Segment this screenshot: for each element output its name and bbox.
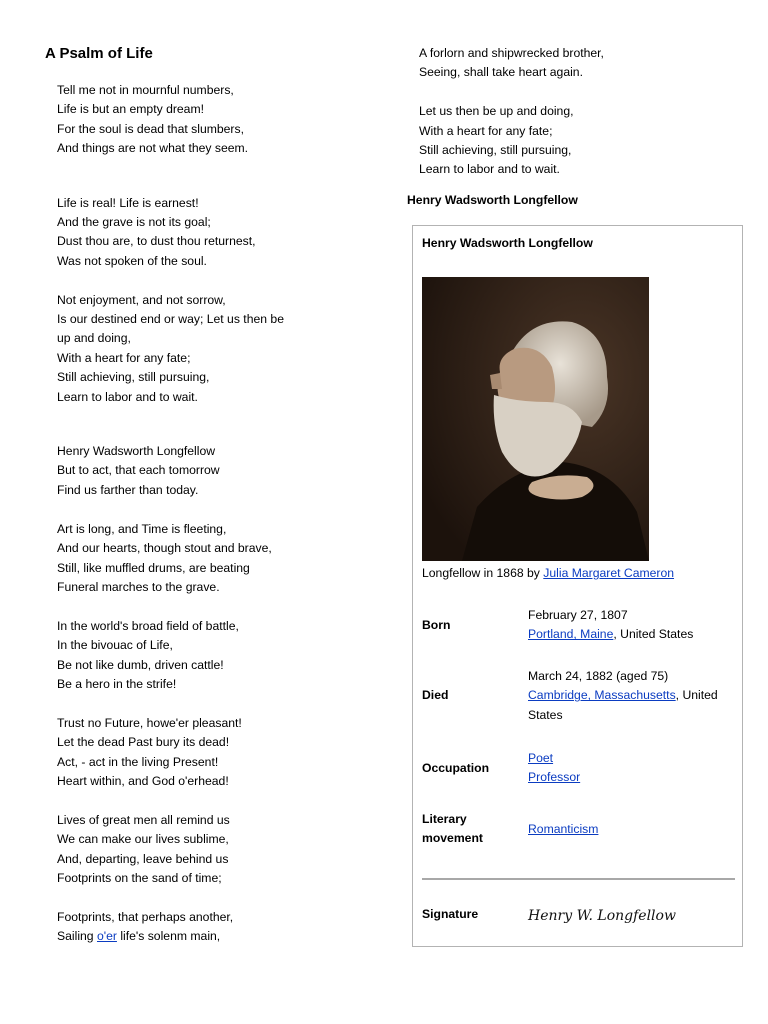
stanza-7 [57, 714, 284, 792]
poem-line: And things are not what they seem. [57, 141, 249, 156]
poem-right-column [419, 44, 604, 180]
poem-line: Still achieving, still pursuing, [419, 143, 572, 158]
oer-link[interactable]: o'er [96, 929, 117, 944]
stanza-4 [57, 442, 284, 500]
born-date: February 27, 1807 [528, 608, 628, 622]
poem-line: Footprints, that perhaps another, [57, 909, 234, 924]
poem-line: Heart within, and God o'erhead! [57, 773, 229, 788]
occupation-value [528, 749, 738, 788]
born-place [528, 625, 738, 644]
poem-line: In the bivouac of Life, [57, 638, 173, 653]
poem-line: With a heart for any fate; [419, 123, 553, 138]
poem-line: Learn to labor and to wait. [57, 389, 198, 404]
poem-line: Life is but an empty dream! [57, 102, 204, 117]
poem-line: And our hearts, though stout and brave, [57, 541, 272, 556]
poem-line: Tell me not in mournful numbers, [57, 83, 234, 97]
poet-link[interactable]: Poet [528, 751, 554, 765]
poem-line: Lives of great men all remind us [57, 812, 230, 827]
poem-line: Act, - act in the living Present! [57, 754, 219, 769]
romanticism-link[interactable]: Romanticism [528, 822, 599, 836]
born-label: Born [422, 618, 451, 632]
poem-line: Funeral marches to the grave. [57, 579, 220, 594]
portrait-photo-icon [422, 277, 649, 561]
poem-line: up and doing, [57, 331, 131, 346]
signature-label: Signature [422, 907, 479, 921]
poem-line: In the world's broad field of battle, [57, 618, 239, 633]
poem-line: Not enjoyment, and not sorrow, [57, 292, 226, 307]
poem-line: Be not like dumb, driven cattle! [57, 657, 224, 672]
poem-left-column [57, 81, 284, 947]
poem-line: Art is long, and Time is fleeting, [57, 521, 227, 536]
stanza-3 [57, 291, 284, 407]
portland-maine-link[interactable]: Portland, Maine [528, 627, 614, 642]
poem-line: Find us farther than today. [57, 482, 199, 497]
born-value [528, 606, 738, 645]
infobox [412, 225, 743, 947]
author-heading: Henry Wadsworth Longfellow [407, 193, 578, 207]
stanza-5 [57, 520, 284, 598]
poem-line: Footprints on the sand of time; [57, 870, 222, 885]
occupation-label: Occupation [422, 761, 490, 775]
stanza-1 [57, 81, 284, 159]
poem-line: With a heart for any fate; [57, 350, 191, 365]
poem-line: Henry Wadsworth Longfellow [57, 444, 216, 459]
died-value [528, 667, 738, 725]
poem-line: Learn to labor and to wait. [419, 162, 560, 177]
poem-line: We can make our lives sublime, [57, 832, 229, 847]
poem-line: Seeing, shall take heart again. [419, 65, 583, 80]
professor-link[interactable]: Professor [528, 770, 581, 785]
stanza-8 [57, 811, 284, 889]
stanza-2 [57, 194, 284, 272]
caption-text: Longfellow in 1868 by [422, 566, 544, 580]
poem-line: Is our destined end or way; Let us then be [57, 312, 284, 327]
infobox-title: Henry Wadsworth Longfellow [422, 236, 593, 250]
movement-label-line: movement [422, 831, 483, 846]
poem-line: For the soul is dead that slumbers, [57, 121, 244, 136]
poem-line: And, departing, leave behind us [57, 851, 229, 866]
stanza-10 [419, 44, 604, 83]
born-place-rest: , United States [613, 627, 694, 642]
poem-line: But to act, that each tomorrow [57, 463, 220, 478]
poem-line: Still achieving, still pursuing, [57, 370, 210, 385]
poem-line [57, 927, 284, 946]
poem-line: Dust thou are, to dust thou returnest, [57, 234, 256, 249]
poem-line: Let us then be up and doing, [419, 104, 574, 119]
poem-text: life's solenm main, [116, 929, 221, 944]
photographer-link[interactable]: Julia Margaret Cameron [543, 566, 675, 580]
cambridge-link[interactable]: Cambridge, Massachusetts [528, 688, 676, 703]
stanza-9 [57, 908, 284, 947]
died-label: Died [422, 688, 449, 702]
poem-line: Be a hero in the strife! [57, 676, 177, 691]
movement-label [422, 810, 483, 849]
portrait-image [422, 277, 649, 561]
poem-line: Let the dead Past bury its dead! [57, 735, 230, 750]
poem-line: Was not spoken of the soul. [57, 253, 207, 268]
movement-label-line: Literary [422, 812, 467, 826]
poem-text: Sailing [57, 929, 97, 944]
page-title: A Psalm of Life [45, 45, 153, 62]
died-place [528, 686, 738, 725]
stanza-6 [57, 617, 284, 695]
died-date: March 24, 1882 (aged 75) [528, 669, 669, 683]
poem-line: And the grave is not its goal; [57, 215, 211, 230]
poem-line: A forlorn and shipwrecked brother, [419, 46, 604, 60]
poem-line: Still, like muffled drums, are beating [57, 560, 250, 575]
infobox-divider [422, 878, 735, 880]
signature-text: Henry W. Longfellow [528, 908, 676, 924]
poem-line: Life is real! Life is earnest! [57, 195, 199, 210]
portrait-caption [422, 566, 674, 580]
movement-value [528, 820, 738, 839]
died-place-rest: , United States [528, 688, 718, 722]
poem-line: Trust no Future, howe'er pleasant! [57, 715, 242, 730]
stanza-11 [419, 102, 604, 180]
signature-image [526, 900, 686, 928]
